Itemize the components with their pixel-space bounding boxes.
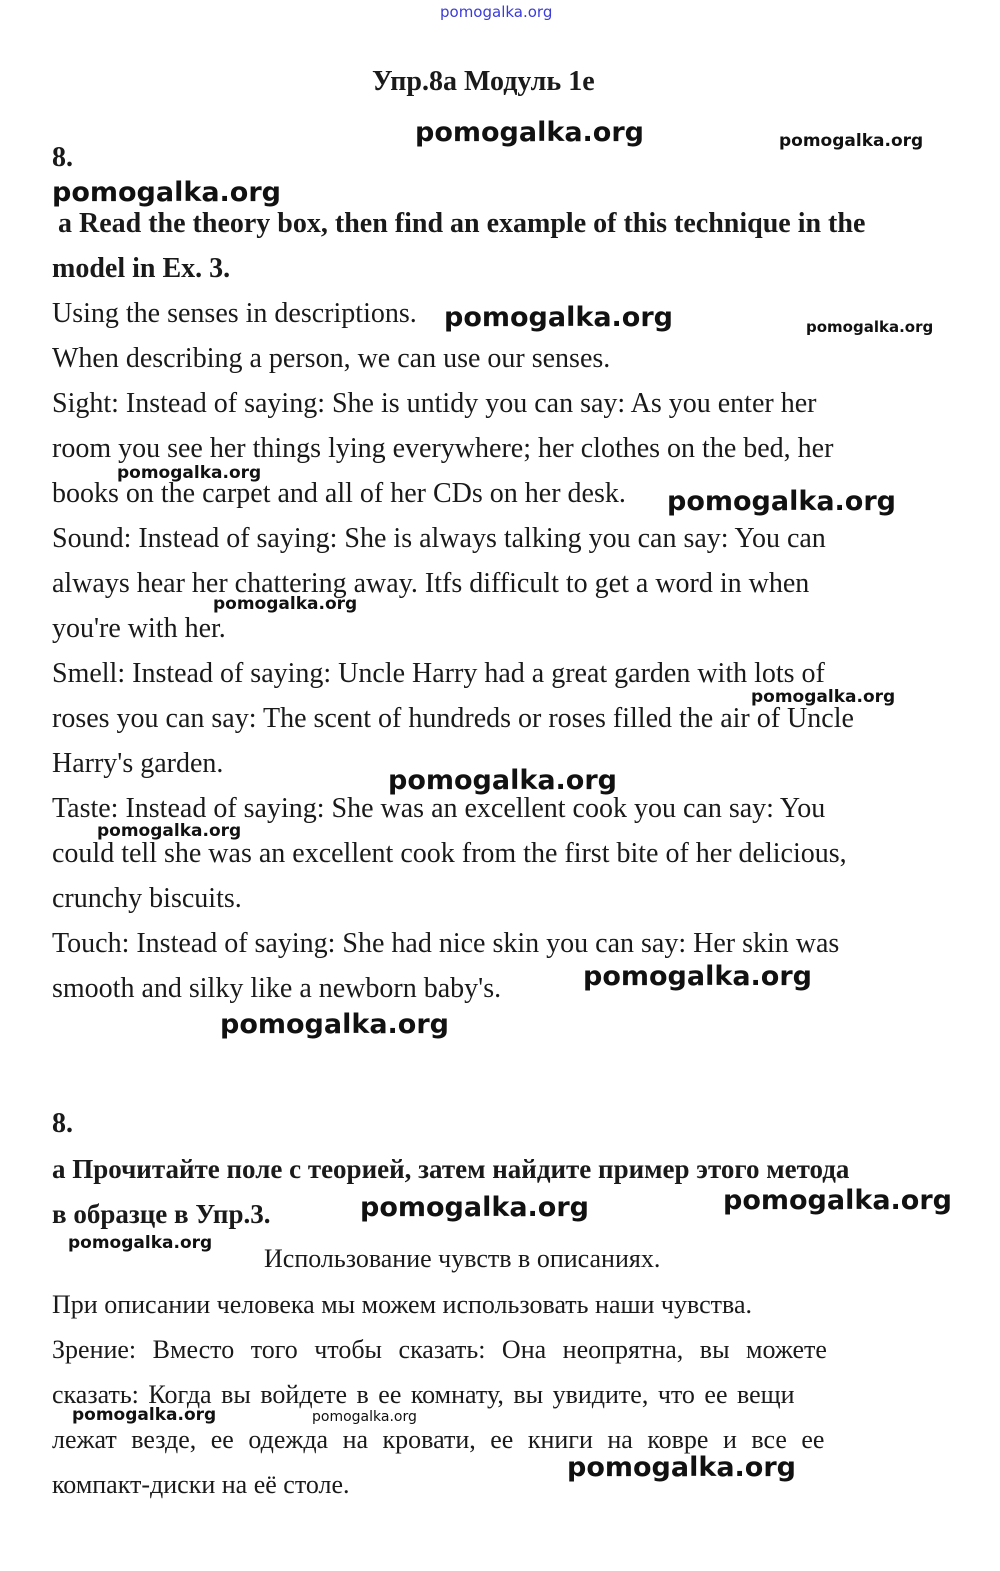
en-line: Sight: Instead of saying: She is untidy you can say: As you enter her	[52, 388, 817, 419]
en-line: Sound: Instead of saying: She is always talking you can say: You can	[52, 523, 826, 554]
en-line: room you see her things lying everywhere; her clothes on the bed, her	[52, 433, 834, 464]
ru-line: Зрение: Вместо того чтобы сказать: Она неопрятна, вы можете	[52, 1335, 827, 1364]
watermark: pomogalka.org	[72, 1405, 217, 1425]
watermark: pomogalka.org	[220, 1009, 449, 1040]
en-line: books on the carpet and all of her CDs on her desk.	[52, 478, 626, 509]
watermark: pomogalka.org	[723, 1185, 952, 1216]
page-title: Упр.8а Модуль 1e	[372, 66, 595, 97]
watermark: pomogalka.org	[751, 687, 896, 707]
ru-line: сказать: Когда вы войдете в ее комнату, вы увидите, что ее вещи	[52, 1380, 795, 1409]
watermark: pomogalka.org	[312, 1409, 417, 1425]
watermark: pomogalka.org	[779, 131, 924, 151]
watermark: pomogalka.org	[583, 961, 812, 992]
ru-line: лежат везде, ее одежда на кровати, ее книги на ковре и все ее	[52, 1425, 825, 1454]
watermark: pomogalka.org	[360, 1192, 589, 1223]
watermark: pomogalka.org	[52, 177, 281, 208]
watermark: pomogalka.org	[806, 318, 934, 336]
en-line: roses you can say: The scent of hundreds or roses filled the air of Uncle	[52, 703, 854, 734]
task-en-line1: a Read the theory box, then find an example of this technique in the	[58, 208, 866, 239]
en-line: Touch: Instead of saying: She had nice skin you can say: Her skin was	[52, 928, 840, 959]
en-line: Taste: Instead of saying: She was an excellent cook you can say: You	[52, 793, 826, 824]
exercise-number-ru: 8.	[52, 1108, 73, 1139]
watermark: pomogalka.org	[567, 1452, 796, 1483]
en-line: could tell she was an excellent cook from the first bite of her delicious,	[52, 838, 847, 869]
watermark: pomogalka.org	[444, 302, 673, 333]
en-line: always hear her chattering away. Itfs difficult to get a word in when	[52, 568, 810, 599]
watermark-top: pomogalka.org	[440, 3, 553, 21]
en-line: Smell: Instead of saying: Uncle Harry had a great garden with lots of	[52, 658, 825, 689]
en-line: Harry's garden.	[52, 748, 224, 779]
watermark: pomogalka.org	[667, 486, 896, 517]
task-ru-line1: а Прочитайте поле с теорией, затем найдите пример этого метода	[52, 1154, 850, 1184]
watermark: pomogalka.org	[388, 765, 617, 796]
en-line: When describing a person, we can use our senses.	[52, 343, 611, 374]
ru-line: компакт-диски на её столе.	[52, 1470, 350, 1499]
watermark: pomogalka.org	[213, 594, 358, 614]
subtitle-ru: Использование чувств в описаниях.	[264, 1244, 661, 1273]
task-ru-line2: в образце в Упр.3.	[52, 1199, 271, 1229]
task-en-line2: model in Ex. 3.	[52, 253, 231, 284]
en-line: crunchy biscuits.	[52, 883, 242, 914]
watermark: pomogalka.org	[117, 463, 262, 483]
ru-line: При описании человека мы можем использовать наши чувства.	[52, 1290, 752, 1319]
watermark: pomogalka.org	[68, 1233, 213, 1253]
en-line: Using the senses in descriptions.	[52, 298, 417, 329]
en-line: smooth and silky like a newborn baby's.	[52, 973, 502, 1004]
en-line: you're with her.	[52, 613, 226, 644]
watermark: pomogalka.org	[97, 821, 242, 841]
exercise-number-en: 8.	[52, 142, 73, 173]
watermark: pomogalka.org	[415, 117, 644, 148]
